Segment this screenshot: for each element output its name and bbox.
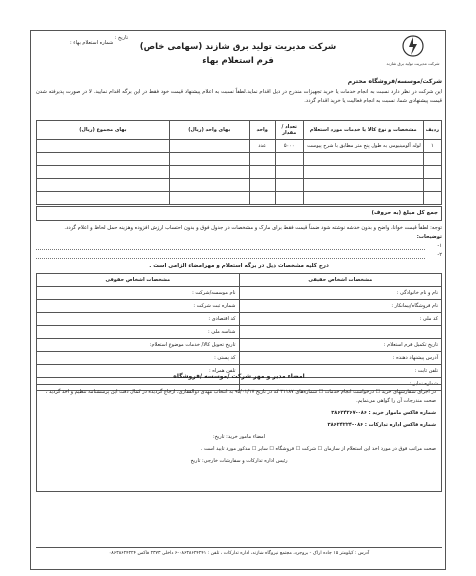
name-field[interactable]: نام و نام خانوادگی : [239,287,442,300]
col-row: ردیف [423,121,441,140]
col-desc: مشخصات و نوع کالا یا خدمات مورد استعلام [303,121,423,140]
col-total: بهای مجموع (ریال) [37,121,170,140]
table-row [37,153,442,166]
row-price[interactable] [169,140,249,153]
intro-text: این شرکت در نظر دارد نسبت به انجام خدمات یا خرید تجهیزات مندرج در ذیل اقدام نماید.لطفاً نسبت به اعلام پیشنهاد قیمت خود فقط در این برگه اقدام نمایید. لا در صورت پذیرفته شدن قیمت پیشنهادی شما، نسبت به انجام فعالیت یا خرید اقدام گردد. [36,89,442,104]
page-subtitle: فرم استعلام بهاء [202,56,274,66]
row-unit: عدد [249,140,275,153]
delivery-date-field[interactable]: تاریخ تحویل کالا/ خدمات موضوع استعلام: [37,339,240,352]
page-title: شرکت مدیریت تولید برق شازند (سهامی خاص) [139,42,337,52]
row-total[interactable] [37,140,170,153]
col-price: بهای واحد (ریال) [169,121,249,140]
reg-number-field[interactable]: شماره ثبت شرکت : [37,300,240,313]
greeting: شرکت/موسسه/فروشگاه محترم [347,78,442,85]
logo-text: شرکت مدیریت تولید برق شازند [386,61,440,66]
total-in-words[interactable] [36,206,442,221]
col-qty: تعداد / مقدار [275,121,303,140]
shop-field[interactable]: نام فروشگاه/پیمانکار : [239,300,442,313]
mobile-field[interactable]: تلفن همراه : [37,365,240,378]
date-label: تاریخ : [114,35,128,41]
confirmation-text: صحت مراتب فوق در مورد اخذ این استعلام از سازمان ☐ شرکت ☐ فروشگاه ☐ سایر ☐ مذکور مورد تایید است . [200,446,436,452]
fax-field[interactable]: شماره نمابر : [239,378,442,391]
postal-code-field[interactable]: کد پستی : [37,352,240,365]
buyer-fax: شماره فاکس ماموار خرید : ۰۸۶-۳۸۶۲۴۲۶۷ [331,410,436,416]
row-no: ۱ [423,140,441,153]
procurement-fax: شماره فاکس اداره تدارکات : ۰۸۶-۳۸۶۲۴۲۲۴ [327,422,436,428]
head-signature[interactable]: رئیس اداره تدارکات و سفارشات خارجی: تاریخ [190,458,288,464]
fill-date-field[interactable]: تاریخ تکمیل فرم استعلام : [239,339,442,352]
notice-text: توجه: لطفاً قیمت خوانا، واضح و بدون خدشه نوشته شود ضمناً قیمت فقط برای مارک و مشخصات در جدول فوق و بدون احتساب ارزش افزوده وهزینه حمل لحاظ و اعلام گردد. [64,225,442,231]
total-label: جمع کل مبلغ (به حروف) [371,210,438,216]
verification-text: در اجرای سفارشهای خرید ☐ درخواست انجام خدمات ☐ شماره‌های ۳۱۱۸۷ که در تاریخ ۹۵/۰۱/۱۷ به انتخاب مهدی ذوالفقاری، ارجاع گردیده در کمال دقت این پرسشنامه تنظیم و اخذ گردید ، صحت مندرجات آن را گواهی می‌نمایم. [45,389,436,404]
table-row [37,166,442,179]
legal-header: مشخصات اشخاص حقوقی [37,274,240,287]
number-label: شماره استعلام بهاء : [70,40,114,46]
note-line-1[interactable]: ۱- [36,242,442,251]
table-row [37,179,442,192]
national-code-field[interactable]: کد ملی : [239,313,442,326]
notes-block [36,224,442,260]
national-id-field[interactable]: شناسه ملی : [37,326,240,339]
items-table [36,120,442,205]
section-title: درج کلیه مشخصات ذیل در برگه استعلام و مهرامضاء الزامی است . [149,263,329,269]
verification-box [36,384,442,492]
buyer-signature[interactable]: امضاء مامور خرید: تاریخ: [212,434,266,440]
items-header-row [37,121,442,140]
table-row [37,140,442,153]
row-desc: لوله آلومینیومی به طول پنج متر مطابق با شرح پیوست [303,140,423,153]
real-header: مشخصات اشخاص حقیقی [239,274,442,287]
phone-field[interactable]: تلفن ثابت : [239,365,442,378]
row-qty: ۵۰۰۰ [275,140,303,153]
footer-address: آدرس : کیلومتر ۱۵ جاده اراک - بروجرد، مجتمع نیروگاه شازند، اداره تدارکات ، تلفن : ۰۸۶۳۸۶۲۴۲۴۱-۶ داخلی ۲۳۷۳ فاکس ۰۸۶۳۸۶۲۴۲۲۴ [36,547,442,556]
notes-label: توضیحات: [416,234,442,240]
note-line-2[interactable]: ۲- [36,251,442,260]
col-unit: واحد [249,121,275,140]
economic-code-field[interactable]: کد اقتصادی : [37,313,240,326]
company-name-field[interactable]: نام موسسه/شرکت : [37,287,240,300]
signature-label: امضاء مدیر و مهر شرکت /موسسه /فروشگاه [173,373,305,380]
address-field[interactable]: آدرس پیشنهاد دهنده : [239,352,442,365]
table-row [37,192,442,205]
